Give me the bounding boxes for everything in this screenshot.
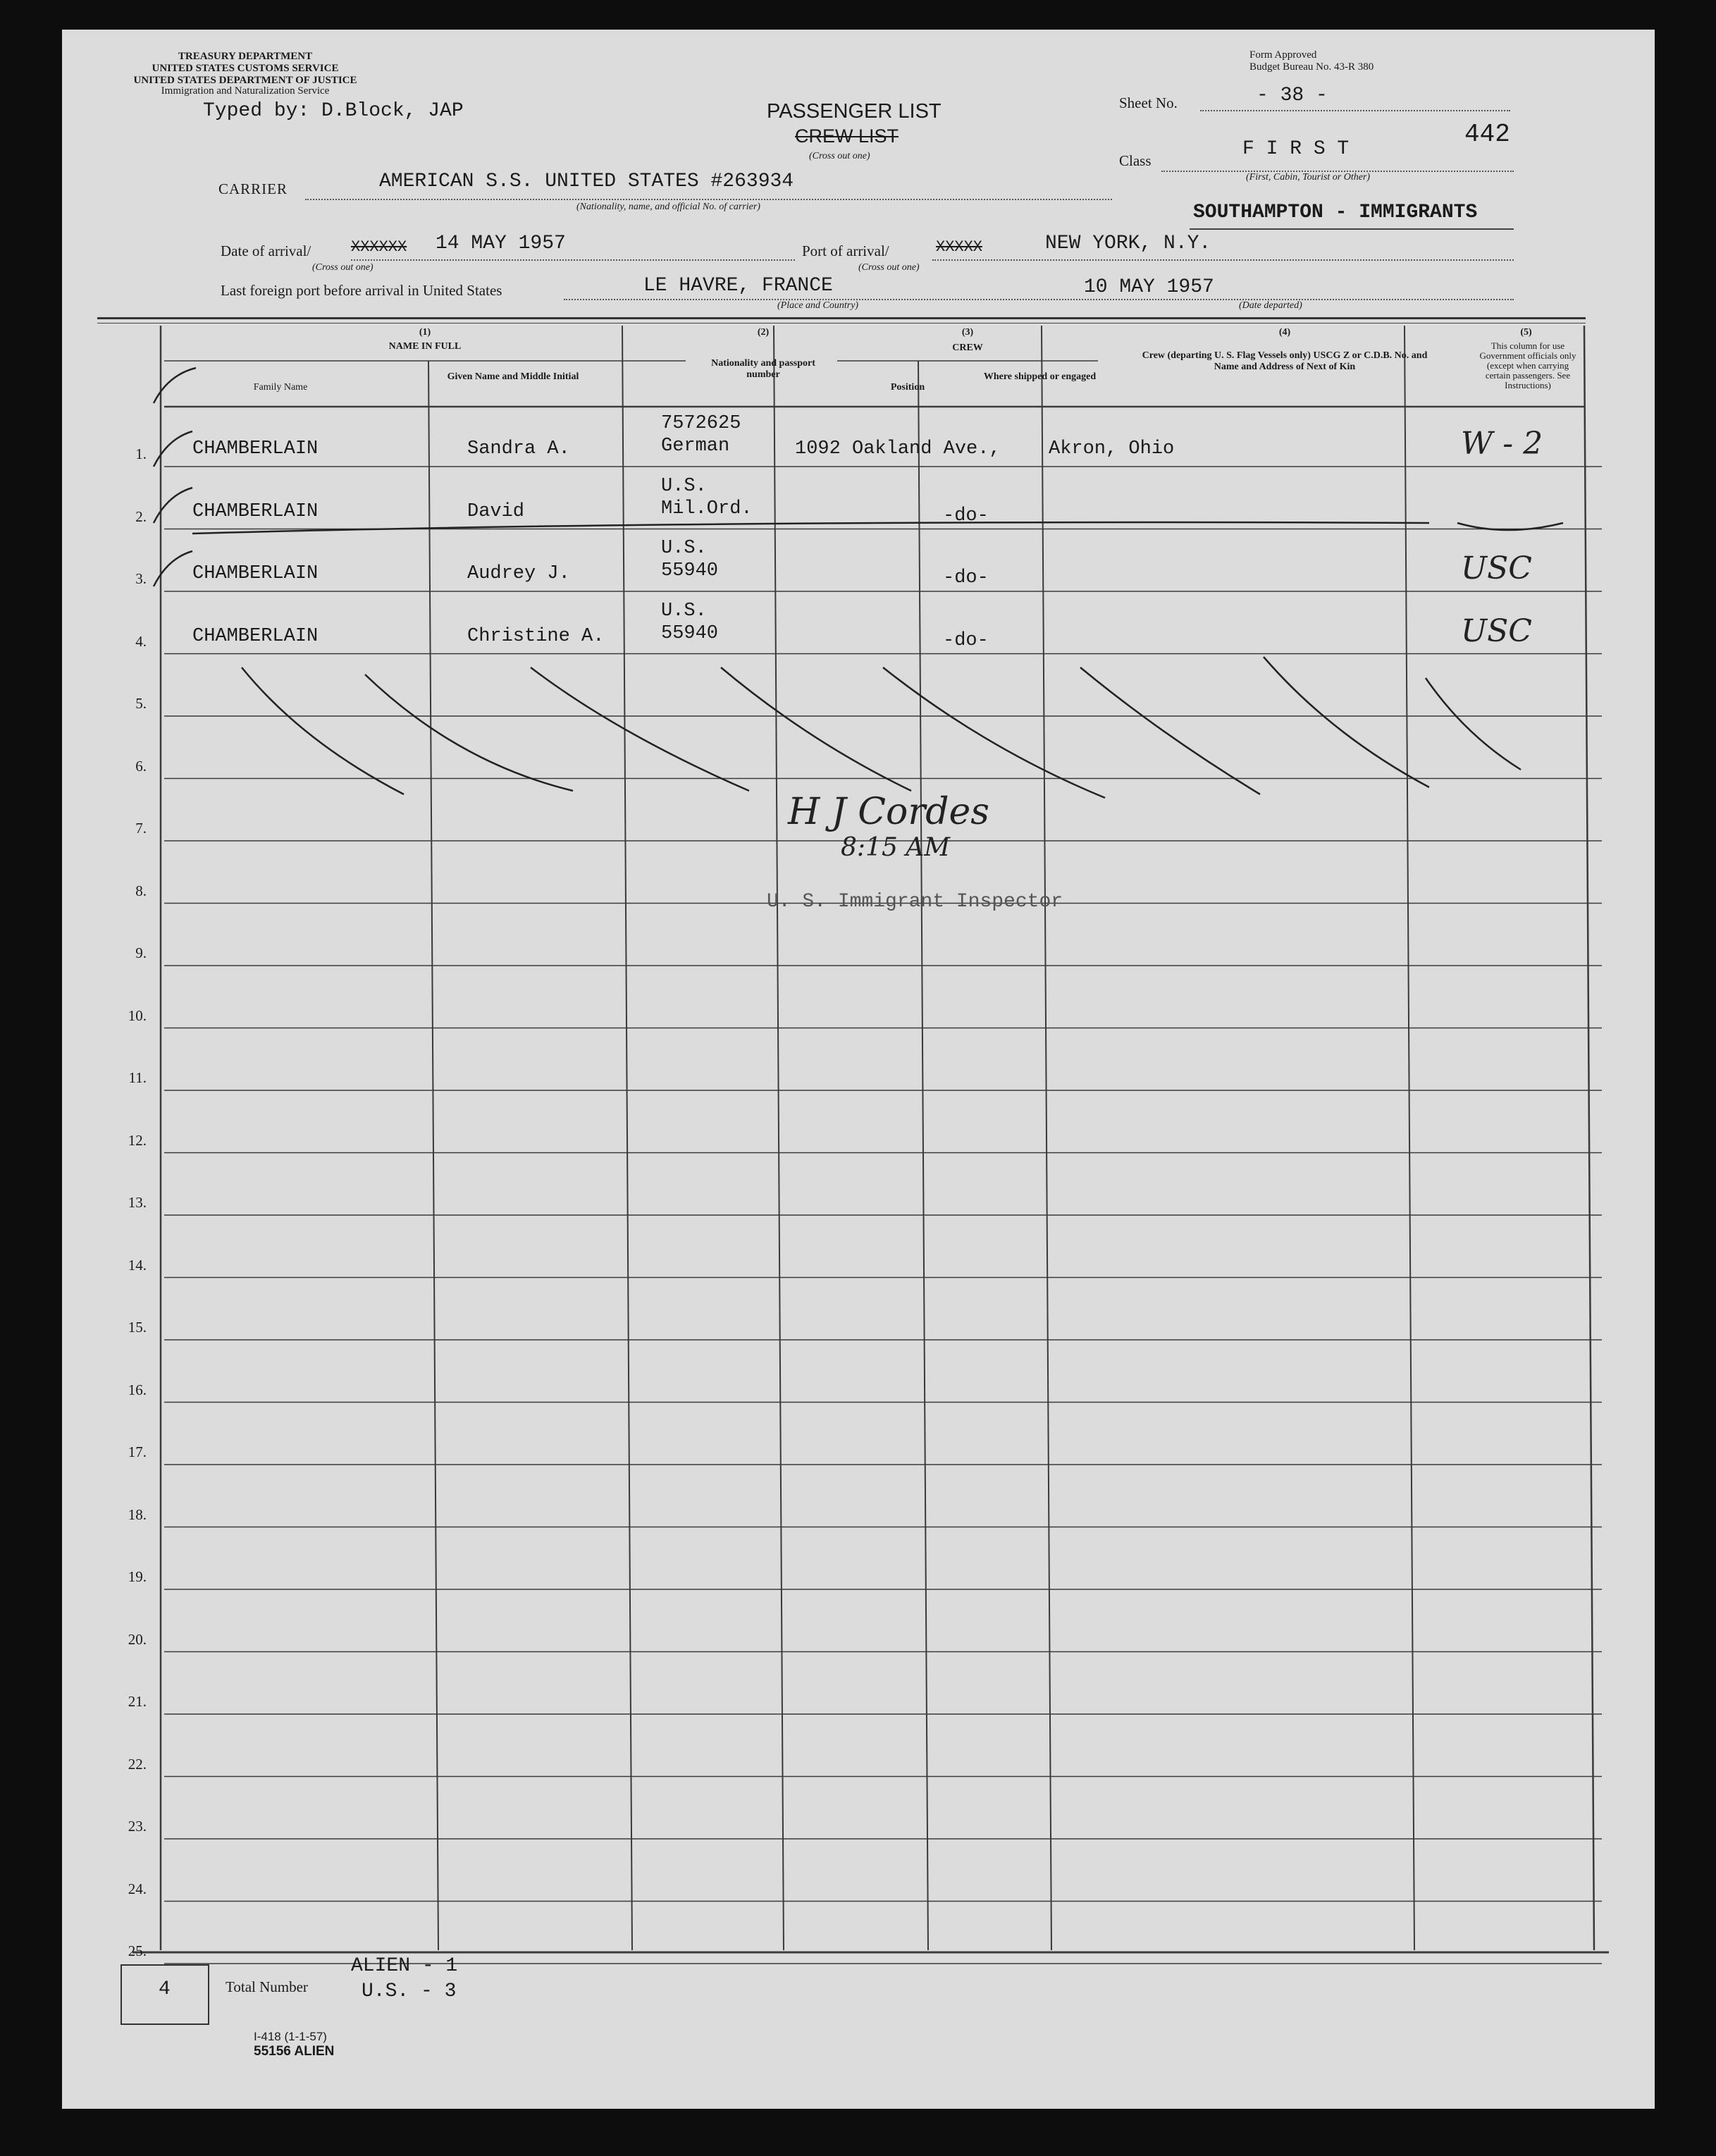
total-alien: ALIEN - 1 bbox=[351, 1955, 458, 1977]
row-number: 13. bbox=[128, 1194, 147, 1211]
passenger-list-form bbox=[62, 30, 1655, 2109]
col3-title: CREW bbox=[952, 343, 983, 353]
carrier-label: CARRIER bbox=[218, 180, 288, 197]
col4-title: Crew (departing U. S. Flag Vessels only) USCG Z or C.D.B. No. and Name and Address of Next of Kin bbox=[1142, 350, 1428, 372]
row-number: 2. bbox=[135, 507, 147, 525]
row-number: 19. bbox=[128, 1568, 147, 1585]
row-number: 18. bbox=[128, 1505, 147, 1523]
class-value: F I R S T bbox=[1242, 138, 1350, 160]
family-name: CHAMBERLAIN bbox=[192, 563, 319, 584]
total-box bbox=[121, 1964, 209, 2025]
col3b-title: Where shipped or engaged bbox=[983, 371, 1097, 382]
departed-note: (Date departed) bbox=[1239, 300, 1302, 311]
official-mark: W - 2 bbox=[1461, 426, 1543, 462]
col1b-title: Given Name and Middle Initial bbox=[447, 371, 579, 382]
col3a-title: Position bbox=[890, 382, 925, 393]
row-number: 5. bbox=[135, 695, 147, 712]
row-number: 12. bbox=[128, 1131, 147, 1149]
title-note: (Cross out one) bbox=[809, 151, 870, 161]
last-port-value: LE HAVRE, FRANCE bbox=[643, 275, 833, 297]
row-number: 21. bbox=[128, 1693, 147, 1710]
last-port-note: (Place and Country) bbox=[777, 300, 859, 311]
col1-title: NAME IN FULL bbox=[388, 341, 462, 352]
form-subtitle-struck: CREW LIST bbox=[795, 125, 899, 147]
total-us: U.S. - 3 bbox=[362, 1981, 457, 2002]
port-value: NEW YORK, N.Y. bbox=[1045, 233, 1211, 254]
row-number: 3. bbox=[135, 570, 147, 587]
last-port-label: Last foreign port before arrival in United States bbox=[221, 282, 502, 299]
row-number: 20. bbox=[128, 1630, 147, 1648]
arrival-date: 14 MAY 1957 bbox=[436, 233, 566, 254]
carrier-value: AMERICAN S.S. UNITED STATES #263934 bbox=[379, 171, 794, 192]
row-number: 17. bbox=[128, 1443, 147, 1460]
given-name: Audrey J. bbox=[467, 563, 570, 584]
class-note: (First, Cabin, Tourist or Other) bbox=[1246, 172, 1371, 183]
departed-date: 10 MAY 1957 bbox=[1084, 276, 1214, 298]
col1a-title: Family Name bbox=[253, 382, 308, 393]
row-number: 11. bbox=[128, 1069, 147, 1086]
row-number: 24. bbox=[128, 1880, 147, 1897]
form-code-1: I-418 (1-1-57) bbox=[254, 2030, 327, 2043]
row-number: 6. bbox=[135, 757, 147, 775]
form-code-2: 55156 ALIEN bbox=[254, 2044, 335, 2059]
row-number: 7. bbox=[135, 820, 147, 837]
route: SOUTHAMPTON - IMMIGRANTS bbox=[1193, 202, 1478, 223]
port-label: Port of arrival/ bbox=[802, 242, 889, 259]
col5-title: This column for use Government officials only (except when carrying certain passengers. See Instructions) bbox=[1479, 340, 1576, 390]
arrival-note: (Cross out one) bbox=[312, 262, 374, 273]
given-name: Christine A. bbox=[467, 625, 605, 647]
form-approved-line-1: Form Approved bbox=[1249, 49, 1317, 61]
row-number: 23. bbox=[128, 1818, 147, 1835]
row-number: 22. bbox=[128, 1755, 147, 1773]
agency-line-4: Immigration and Naturalization Service bbox=[161, 85, 330, 97]
where-shipped: -do- bbox=[943, 629, 989, 651]
family-name: CHAMBERLAIN bbox=[192, 625, 319, 647]
total-box-value: 4 bbox=[159, 1978, 171, 2000]
where-shipped: -do- bbox=[943, 505, 989, 526]
col4-number: (4) bbox=[1278, 327, 1291, 338]
inspector-stamp: U. S. Immigrant Inspector bbox=[767, 891, 1063, 913]
where-shipped: -do- bbox=[943, 567, 989, 589]
carrier-note: (Nationality, name, and official No. of carrier) bbox=[576, 202, 760, 212]
port-note: (Cross out one) bbox=[858, 262, 920, 273]
row-number: 15. bbox=[128, 1319, 147, 1336]
class-label: Class bbox=[1119, 152, 1152, 169]
agency-line-2: UNITED STATES CUSTOMS SERVICE bbox=[152, 63, 339, 74]
row-number: 14. bbox=[128, 1256, 147, 1274]
next-of-kin: Akron, Ohio bbox=[1049, 438, 1175, 460]
col2-title: Nationality and passport number bbox=[711, 358, 815, 380]
nationality-line-1: U.S. bbox=[661, 538, 707, 559]
row-number: 10. bbox=[128, 1006, 147, 1024]
official-mark: USC bbox=[1461, 550, 1532, 586]
col1-number: (1) bbox=[419, 327, 431, 338]
row-number: 8. bbox=[135, 882, 147, 899]
nationality-line-1: 7572625 bbox=[661, 413, 741, 434]
arrival-struck: XXXXXX bbox=[351, 238, 407, 256]
col5-number: (5) bbox=[1520, 327, 1532, 338]
nationality-line-2: 55940 bbox=[661, 622, 719, 644]
row-number: 25. bbox=[128, 1942, 147, 1959]
family-name: CHAMBERLAIN bbox=[192, 500, 319, 522]
nationality-line-2: German bbox=[661, 436, 730, 457]
col2-number: (2) bbox=[757, 327, 770, 338]
inspector-signature: H J Cordes bbox=[788, 791, 989, 833]
arrival-label: Date of arrival/ bbox=[221, 242, 311, 259]
family-name: CHAMBERLAIN bbox=[192, 438, 319, 460]
row-number: 16. bbox=[128, 1381, 147, 1398]
crew-address: 1092 Oakland Ave., bbox=[795, 438, 1001, 460]
sheet-number: - 38 - bbox=[1257, 85, 1328, 106]
nationality-line-1: U.S. bbox=[661, 475, 707, 497]
nationality-line-2: Mil.Ord. bbox=[661, 498, 753, 519]
row-number: 4. bbox=[135, 632, 147, 650]
agency-line-1: TREASURY DEPARTMENT bbox=[178, 51, 313, 62]
official-mark: USC bbox=[1461, 612, 1532, 649]
typed-by: Typed by: D.Block, JAP bbox=[203, 100, 464, 122]
total-label: Total Number bbox=[226, 1978, 308, 1995]
form-approved-line-2: Budget Bureau No. 43-R 380 bbox=[1249, 61, 1374, 73]
given-name: David bbox=[467, 500, 525, 522]
nationality-line-2: 55940 bbox=[661, 560, 719, 581]
form-title: PASSENGER LIST bbox=[767, 100, 942, 123]
given-name: Sandra A. bbox=[467, 438, 570, 460]
col3-number: (3) bbox=[961, 327, 974, 338]
row-number: 1. bbox=[135, 445, 147, 462]
page-number: 442 bbox=[1464, 120, 1510, 149]
sheet-label: Sheet No. bbox=[1119, 94, 1178, 111]
agency-line-3: UNITED STATES DEPARTMENT OF JUSTICE bbox=[133, 75, 357, 86]
nationality-line-1: U.S. bbox=[661, 600, 707, 622]
port-struck: XXXXX bbox=[936, 238, 983, 256]
inspector-time: 8:15 AM bbox=[841, 833, 951, 862]
row-number: 9. bbox=[135, 944, 147, 961]
